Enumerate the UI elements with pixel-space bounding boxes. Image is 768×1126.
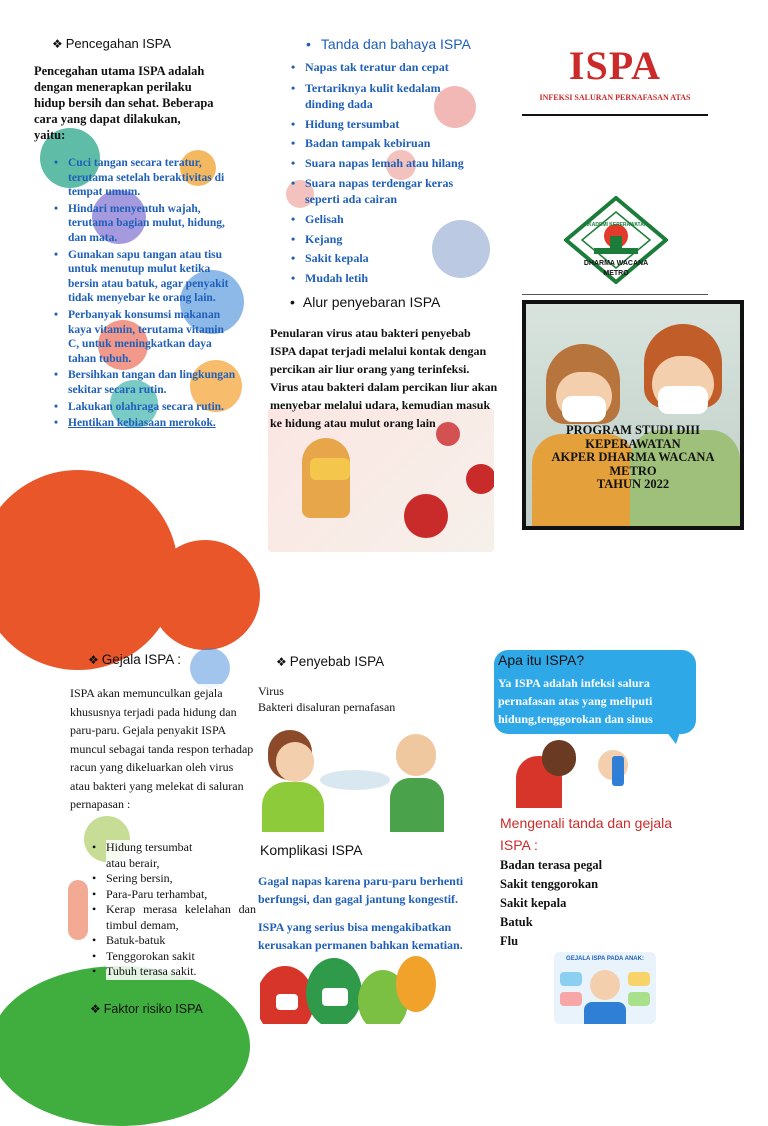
divider <box>522 294 708 295</box>
divider <box>522 114 708 116</box>
pencegahan-heading: ❖ Pencegahan ISPA <box>52 36 172 51</box>
list-item: • Sering bersin, <box>106 871 256 887</box>
gejala-heading: ❖ Gejala ISPA : <box>88 652 182 667</box>
list-item: • Gunakan sapu tangan atau tisu untuk menutup mulut ketika bersin atau batuk, agar penyakit tidak menyebar ke orang lain. <box>68 248 236 306</box>
alur-text: Penularan virus atau bakteri penyebab ISPA dapat terjadi melalui kontak dengan percikan air liur orang yang terinfeksi. Virus atau bakteri dalam percikan liur akan menyebar melalui udara, kemudian masuk ke hidung atau mulut orang lain <box>270 326 498 430</box>
program-line: METRO <box>609 463 657 478</box>
penyebab-heading: ❖ Penyebab ISPA <box>276 654 385 669</box>
decorative-circle <box>0 966 250 1126</box>
program-line: KEPERAWATAN <box>585 436 681 451</box>
list-item: • Kejang <box>305 230 495 250</box>
list-item: • Napas tak teratur dan cepat <box>305 58 495 78</box>
masked-people-illustration <box>526 304 740 526</box>
cover-photo <box>522 300 744 530</box>
diamond-bullet-icon: ❖ <box>276 655 287 669</box>
pencegahan-intro: Pencegahan utama ISPA adalah dengan menerapkan perilaku hidup bersih dan sehat. Beberapa cara yang dapat dilakukan, yaitu: <box>34 64 214 142</box>
germ-illustration <box>190 648 230 688</box>
faktor-heading: ❖ Faktor risiko ISPA <box>90 1002 203 1016</box>
bullet-icon: • <box>290 294 295 310</box>
monster-germs-illustration <box>260 952 436 1024</box>
logo-top-text: AKADEMI KEPERAWATAN <box>584 222 648 228</box>
program-line: PROGRAM STUDI DIII <box>565 423 701 437</box>
gejala-intro: ISPA akan memunculkan gejala khususnya terjadi pada hidung dan paru-paru. Gejala penyakit ISPA muncul sebagai tanda respon terhadap racun yang dikeluarkan oleh virus atau bakteri yang melekat di saluran pernapasan : <box>70 684 254 814</box>
tanda-heading: • Tanda dan bahaya ISPA <box>306 36 471 52</box>
panel-tanda-bahaya <box>256 0 512 640</box>
bullet-icon: • <box>306 36 311 52</box>
list-item: Batuk <box>500 915 533 929</box>
program-line: TAHUN 2022 <box>596 477 670 491</box>
gejala-list <box>106 840 256 980</box>
decorative-circle <box>150 540 260 650</box>
poster-title: GEJALA ISPA PADA ANAK: <box>566 956 644 962</box>
list-item: • Badan tampak kebiruan <box>305 134 495 154</box>
komplikasi-text-2: ISPA yang serius bisa mengakibatkan kerusakan permanen bahkan kematian. <box>258 920 463 952</box>
tanda-heading: Mengenali tanda dan gejala ISPA : <box>500 815 673 853</box>
logo-bottom-text-1: DHARMA WACANA <box>583 260 649 267</box>
list-item: • Hindari menyentuh wajah, terutama bagian mulut, hidung, dan mata. <box>68 202 236 246</box>
program-line: AKPER DHARMA WACANA <box>551 450 715 464</box>
panel-pencegahan <box>0 0 256 640</box>
panel-cover <box>512 0 768 640</box>
bubble-tail <box>662 726 682 744</box>
pencegahan-list <box>68 156 236 431</box>
panel-gejala <box>0 640 256 1024</box>
list-item: Flu <box>500 934 519 948</box>
list-item: • Hentikan kebiasaan merokok. <box>68 416 236 431</box>
logo-bottom-text-2: METRO <box>603 270 629 277</box>
child-symptoms-poster <box>554 952 656 1024</box>
list-item: • Tenggorokan sakit <box>106 949 256 965</box>
sneezing-illustration <box>262 720 448 832</box>
list-item: Badan terasa pegal <box>500 858 603 872</box>
diamond-bullet-icon: ❖ <box>52 37 63 51</box>
tanda-list <box>305 58 495 288</box>
list-item: • Sakit kepala <box>305 249 495 269</box>
panel-apa-itu <box>498 640 768 1024</box>
list-item: • Bersihkan tangan dan lingkungan sekitar secara rutin. <box>68 368 236 397</box>
germ-illustration <box>68 880 88 940</box>
list-item: • Lakukan olahraga secara rutin. <box>68 400 236 415</box>
list-item: • Para-Paru terhambat, <box>106 887 256 903</box>
list-item: • Hidung tersumbat atau berair, <box>106 840 210 871</box>
list-item: • Perbanyak konsumsi makanan kaya vitamin, terutama vitamin C, untuk meningkatkan daya tahan tubuh. <box>68 308 236 366</box>
bubble-title: Apa itu ISPA? <box>498 652 585 668</box>
bubble-text: Ya ISPA adalah infeksi salura pernafasan atas yang meliputi hidung,tenggorokan dan sinus <box>498 676 653 726</box>
list-item: • Gelisah <box>305 210 495 230</box>
cover-subtitle: INFEKSI SALURAN PERNAFASAN ATAS <box>539 93 691 102</box>
panel-penyebab <box>256 640 512 1024</box>
list-item: • Suara napas terdengar keras seperti ada cairan <box>305 175 481 207</box>
diamond-bullet-icon: ❖ <box>88 653 99 667</box>
diamond-bullet-icon: ❖ <box>90 1002 101 1016</box>
program-text <box>522 424 744 492</box>
list-item: • Hidung tersumbat <box>305 115 495 135</box>
list-item: Sakit tenggorokan <box>500 877 599 891</box>
list-item: • Mudah letih <box>305 269 495 289</box>
list-item: Sakit kepala <box>500 896 567 910</box>
list-item: • Tubuh terasa sakit. <box>106 964 256 980</box>
tanda-list <box>500 856 602 951</box>
list-item: • Kerap merasa kelelahan dan timbul demam, <box>106 902 256 933</box>
list-item: • Tertariknya kulit kedalam dinding dada <box>305 80 455 112</box>
list-item: • Cuci tangan secara teratur, terutama setelah beraktivitas di tempat umum. <box>68 156 236 200</box>
cover-title: ISPA <box>568 43 662 88</box>
alur-heading: • Alur penyebaran ISPA <box>290 294 441 310</box>
inhaler-illustration <box>512 736 642 808</box>
komplikasi-heading: Komplikasi ISPA <box>260 842 363 858</box>
list-item: • Suara napas lemah atau hilang <box>305 154 495 174</box>
komplikasi-text-1: Gagal napas karena paru-paru berhenti berfungsi, dan gagal jantung kongestif. <box>258 874 464 906</box>
penyebab-line-1: Virus <box>258 684 284 698</box>
penyebab-line-2: Bakteri disaluran pernafasan <box>258 700 396 714</box>
akper-logo <box>564 196 668 284</box>
list-item: • Batuk-batuk <box>106 933 256 949</box>
